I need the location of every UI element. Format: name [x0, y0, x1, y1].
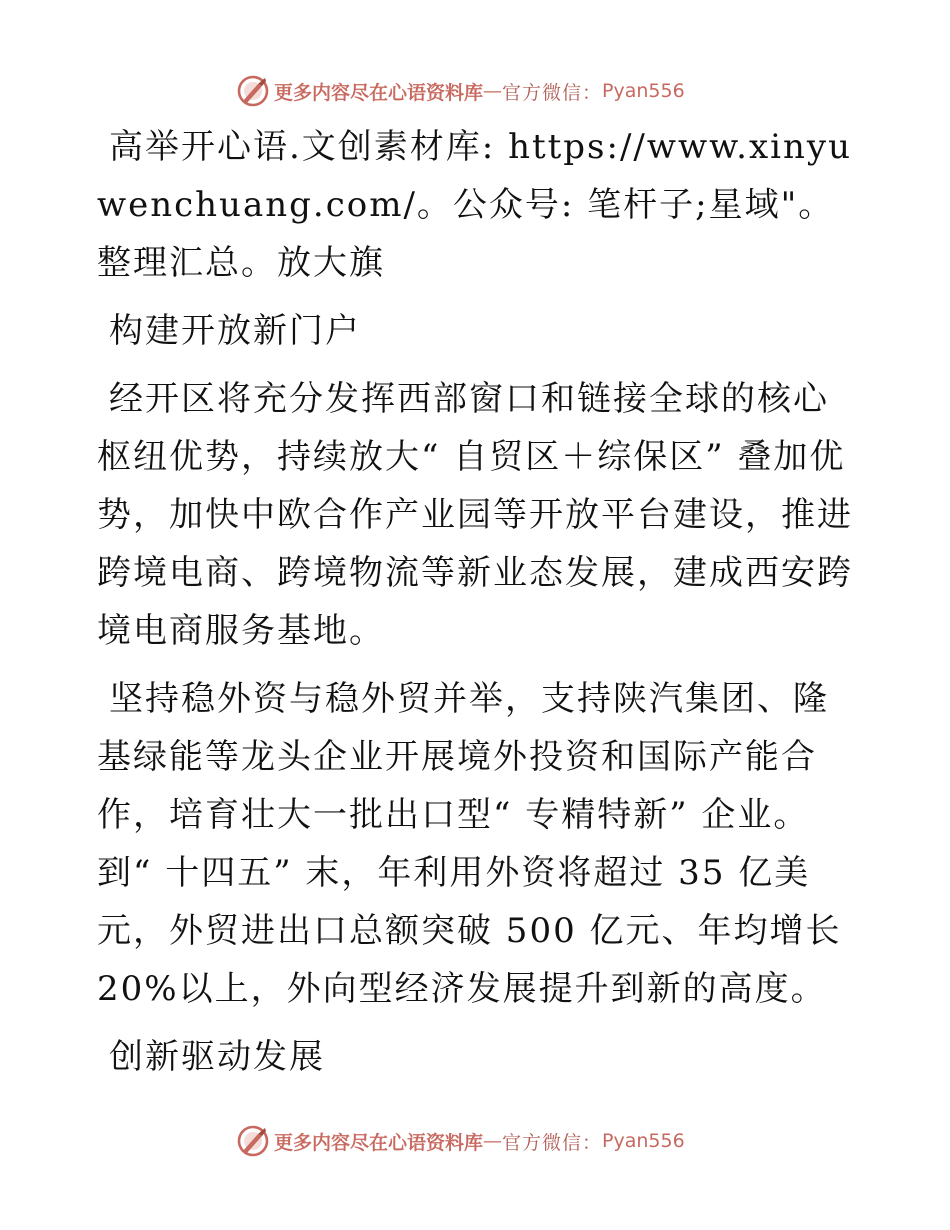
brush-logo-icon: [236, 1124, 270, 1158]
watermark-sub-text: 官方微信：: [502, 1131, 603, 1154]
paragraph-cross-border: 经开区将充分发挥西部窗口和链接全球的核心枢纽优势，持续放大“ 自贸区＋综保区” 叠加优势，加快中欧合作产业园等开放平台建设，推进跨境电商、跨境物流等新业态发展，建成西安跨境电商服务基地。: [97, 379, 853, 651]
document-body: [97, 118, 857, 1096]
section-heading-open-portal: 构建开放新门户: [109, 311, 361, 351]
watermark-footer: [236, 1121, 685, 1161]
brush-logo-icon: [236, 74, 270, 108]
section-heading-innovation: 创新驱动发展: [109, 1037, 325, 1077]
watermark-dash: —: [483, 80, 503, 102]
watermark-wechat-id: Pyan556: [602, 1130, 685, 1152]
watermark-header: [236, 71, 685, 111]
watermark-sub-text: 官方微信：: [502, 81, 603, 104]
intro-paragraph: 高举开心语.文创素材库: https://www.xinyuwenchuang.com/。公众号: 笔杆子;星域"。整理汇总。放大旗: [97, 127, 853, 283]
watermark-main-text: 更多内容尽在心语资料库: [274, 81, 484, 104]
watermark-wechat-id: Pyan556: [602, 80, 685, 102]
paragraph-foreign-trade: 坚持稳外资与稳外贸并举，支持陕汽集团、隆基绿能等龙头企业开展境外投资和国际产能合作，培育壮大一批出口型“ 专精特新” 企业。到“ 十四五” 末，年利用外资将超过 35 亿美元，外贸进出口总额突破 500 亿元、年均增长 20%以上，外向型经济发展提升到新的高度。: [97, 679, 842, 1009]
watermark-dash: —: [483, 1130, 503, 1152]
watermark-main-text: 更多内容尽在心语资料库: [274, 1131, 484, 1154]
